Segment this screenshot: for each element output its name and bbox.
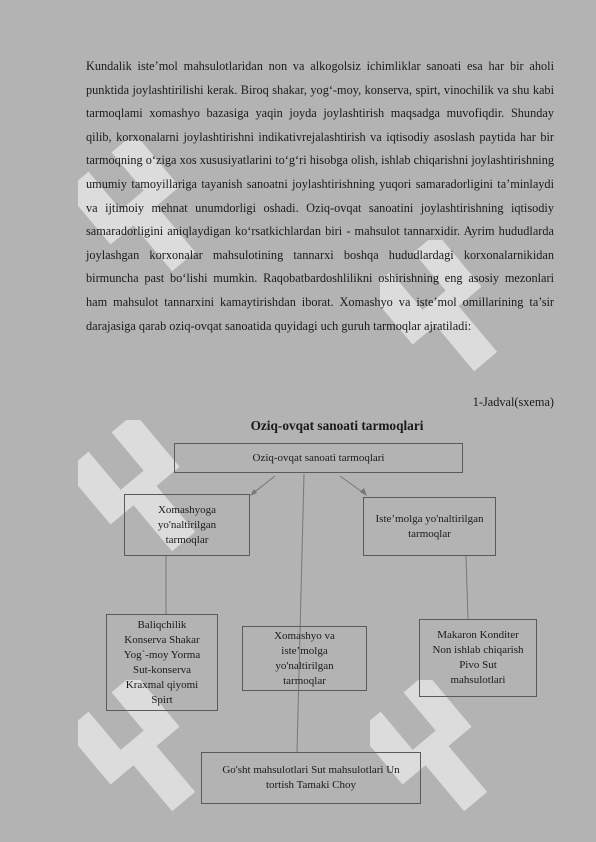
diagram-left-list-box: Baliqchilik Konserva Shakar Yog`-moy Yorma Sut-konserva Kraxmal qiyomi Spirt [106, 614, 218, 711]
diagram-top-box: Oziq-ovqat sanoati tarmoqlari [174, 443, 463, 473]
diagram-right-box: Iste’molga yo'naltirilgan tarmoqlar [363, 497, 496, 556]
diagram-left-box: Xomashyoga yo'naltirilgan tarmoqlar [124, 494, 250, 556]
body-paragraph: Kundalik iste’mol mahsulotlaridan non va alkogolsiz ichimliklar sanoati esa har bir aholi punktida joylashtirilishi kerak. Biroq shakar, yog‘-moy, konserva, spirt, vinochilik va shu kabi tarmoqlami xomashyo bazasiga yaqin joyda joylashtirish maqsadga muvofiqdir. Shunday qilib, korxonalarni joylashtirishni indikativrejalashtirish va iqtisodiy asoslash paytida har bir tarmoqning o‘ziga xos xususiyatlarini to‘g‘ri hisobga olish, ishlab chiqarishni joylashtirishning umumiy tamoyillariga tayanish sanoatni joylashtirishning yuqori samaradorligini ta’minlaydi va ijtimoiy mehnat unumdorligi oshadi. Oziq-ovqat sanoatini joylashtirishning iqtisodiy samaradorligini aniqlaydigan ko‘rsatkichlardan biri - mahsulot tannarxidir. Ayrim hududlarda joylashgan korxonalar mahsulotining tannarxi boshqa hududlardagi korxonalarnikidan birmuncha past bo‘lishi mumkin. Raqobatbardoshlilikni oshirishning eng asosiy mezonlari ham mahsulot tannarxini kamaytirishdan iborat. Xomashyo va iste’mol omillarining ta’sir darajasiga qarab oziq-ovqat sanoatida quyidagi uch guruh tarmoqlar ajratiladi: [86, 59, 554, 333]
diagram-middle-box: Xomashyo va iste’molga yo'naltirilgan tarmoqlar [242, 626, 367, 691]
diagram-right-list-box: Makaron Konditer Non ishlab chiqarish Pivo Sut mahsulotlari [419, 619, 537, 697]
table-label: 1-Jadval(sxema) [472, 395, 554, 409]
diagram-title: Oziq-ovqat sanoati tarmoqlari [250, 418, 424, 433]
diagram-bottom-box: Go'sht mahsulotlari Sut mahsulotlari Un tortish Tamaki Choy [201, 752, 421, 804]
